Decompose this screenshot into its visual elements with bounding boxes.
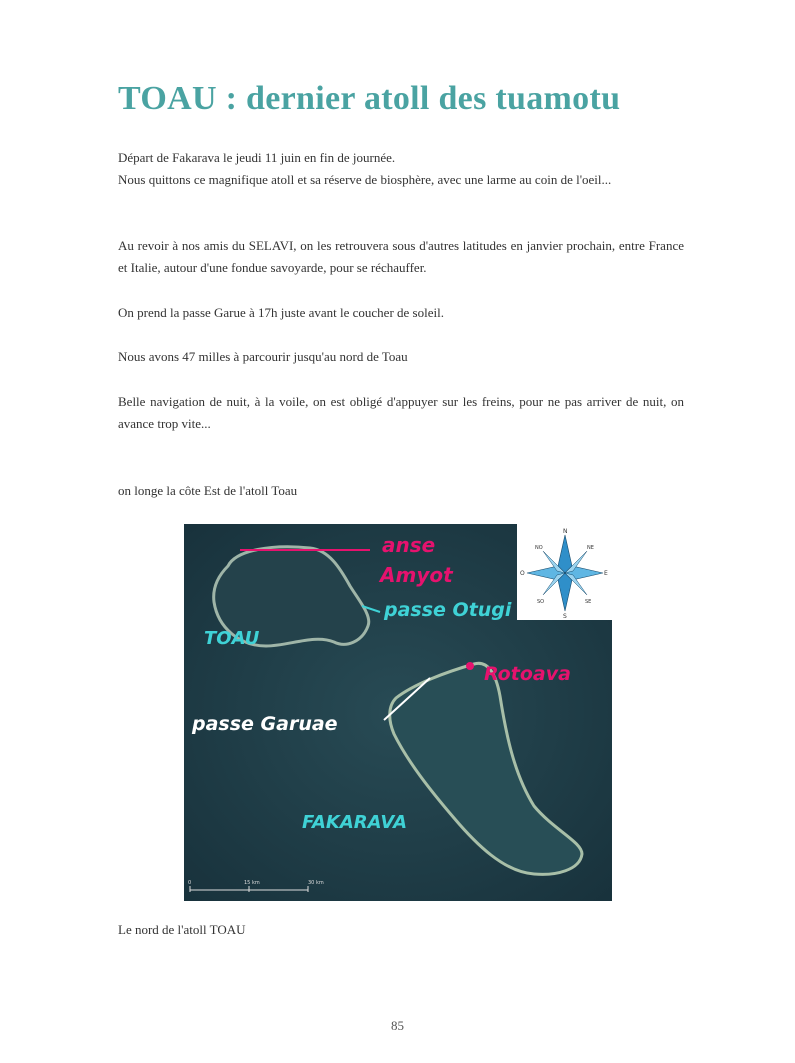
rotoava-marker [466, 662, 474, 670]
compass-no: NO [535, 545, 543, 551]
page-title: TOAU : dernier atoll des tuamotu [118, 80, 621, 117]
label-amyot: Amyot [380, 563, 453, 587]
paragraph-distance: Nous avons 47 milles à parcourir jusqu'au nord de Toau [118, 349, 408, 364]
scale-end: 30 km [308, 880, 324, 886]
compass-ne: NE [587, 545, 594, 551]
page-number: 85 [391, 1018, 404, 1033]
compass-so: SO [537, 599, 545, 605]
scale-mid: 15 km [244, 880, 260, 886]
label-rotoava: Rotoava [484, 663, 571, 685]
label-passe-garuae: passe Garuae [192, 713, 338, 735]
paragraph-navigation: Belle navigation de nuit, à la voile, on est obligé d'appuyer sur les freins, pour ne pas arriver de nuit, on avance trop vite... [118, 394, 684, 431]
compass-e: E [604, 570, 608, 577]
label-passe-otugi: passe Otugi [384, 599, 512, 621]
paragraph-leaving: Nous quittons ce magnifique atoll et sa réserve de biosphère, avec une larme au coin de l'oeil... [118, 172, 612, 187]
compass-o: O [520, 570, 525, 577]
paragraph-goodbye: Au revoir à nos amis du SELAVI, on les retrouvera sous d'autres latitudes en janvier prochain, entre France et Italie, autour d'une fondue savoyarde, pour se réchauffer. [118, 238, 684, 275]
atoll-map [184, 524, 612, 901]
compass-s: S [563, 613, 567, 620]
paragraph-coast: on longe la côte Est de l'atoll Toau [118, 483, 298, 498]
label-toau: TOAU [204, 628, 260, 649]
label-anse: anse [382, 533, 436, 557]
label-fakarava: FAKARAVA [302, 812, 407, 833]
compass-se: SE [585, 599, 592, 605]
scale-zero: 0 [188, 880, 192, 886]
compass-n: N [563, 528, 568, 535]
map-caption: Le nord de l'atoll TOAU [118, 922, 246, 937]
paragraph-passe: On prend la passe Garue à 17h juste avant le coucher de soleil. [118, 305, 444, 320]
paragraph-departure: Départ de Fakarava le jeudi 11 juin en fin de journée. [118, 150, 396, 165]
